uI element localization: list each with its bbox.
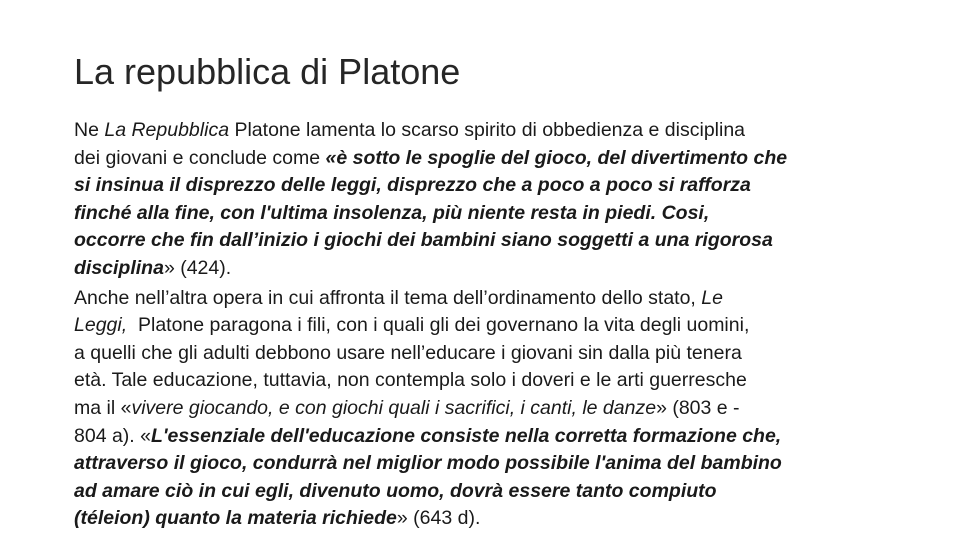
slide-title: La repubblica di Platone <box>74 51 461 92</box>
quote-run: occorre che fin dall’inizio i giochi dei bambini siano soggetti a una rigorosa <box>74 229 773 252</box>
paragraph-republic <box>74 117 924 283</box>
text-line <box>74 395 924 423</box>
text-line <box>74 227 924 255</box>
citation-run: » (803 e - <box>656 396 740 419</box>
quote-run: attraverso il gioco, condurrà nel miglior modo possibile l'anima del bambino <box>74 452 782 475</box>
quote-run: si insinua il disprezzo delle leggi, disprezzo che a poco a poco si rafforza <box>74 174 751 197</box>
quote-run: L'essenziale dell'educazione consiste nella corretta formazione che, <box>150 424 782 447</box>
quote-run: (téleion) quanto la materia richiede <box>74 507 397 530</box>
text-line <box>74 255 924 283</box>
text-line <box>74 312 924 340</box>
text-run: Platone lamenta lo scarso spirito di obbedienza e disciplina <box>229 119 746 141</box>
text-line <box>74 340 924 368</box>
citation-run: » (643 d). <box>396 507 481 530</box>
text-line <box>74 478 924 506</box>
text-line <box>74 172 924 200</box>
quote-run: disciplina <box>74 256 164 279</box>
text-line <box>74 145 924 173</box>
quote-run: «è sotto le spoglie del gioco, del divertimento che <box>325 146 788 169</box>
quote-run: vivere giocando, e con giochi quali i sacrifici, i canti, le danze <box>131 396 657 419</box>
citation-run: » (424). <box>163 256 232 279</box>
text-line <box>74 285 924 313</box>
paragraph-laws <box>74 285 924 533</box>
text-run: età. Tale educazione, tuttavia, non contempla solo i doveri e le arti guerresche <box>74 369 747 392</box>
citation-run: 804 a). « <box>74 424 151 447</box>
text-run: dei giovani e conclude come <box>74 146 326 169</box>
book-title-le-leggi: Leggi, <box>74 314 128 337</box>
text-run: Ne <box>74 119 105 141</box>
text-line <box>74 423 924 451</box>
book-title-le-leggi: Le <box>701 286 723 309</box>
slide-body <box>74 117 924 533</box>
book-title-la-repubblica: La Repubblica <box>104 119 230 141</box>
text-line <box>74 450 924 478</box>
text-run: Anche nell’altra opera in cui affronta il tema dell’ordinamento dello stato, <box>74 286 702 309</box>
quote-run: ad amare ciò in cui egli, divenuto uomo, dovrà essere tanto compiuto <box>74 479 717 502</box>
quote-run: finché alla fine, con l'ultima insolenza, più niente resta in piedi. Cosi, <box>74 201 710 224</box>
text-line <box>74 505 924 533</box>
text-run: a quelli che gli adulti debbono usare nell’educare i giovani sin dalla più tenera <box>74 341 742 364</box>
text-line <box>74 367 924 395</box>
text-run: ma il « <box>74 396 132 419</box>
text-line <box>74 200 924 228</box>
text-line <box>74 117 924 145</box>
text-run: Platone paragona i fili, con i quali gli dei governano la vita degli uomini, <box>127 314 750 337</box>
